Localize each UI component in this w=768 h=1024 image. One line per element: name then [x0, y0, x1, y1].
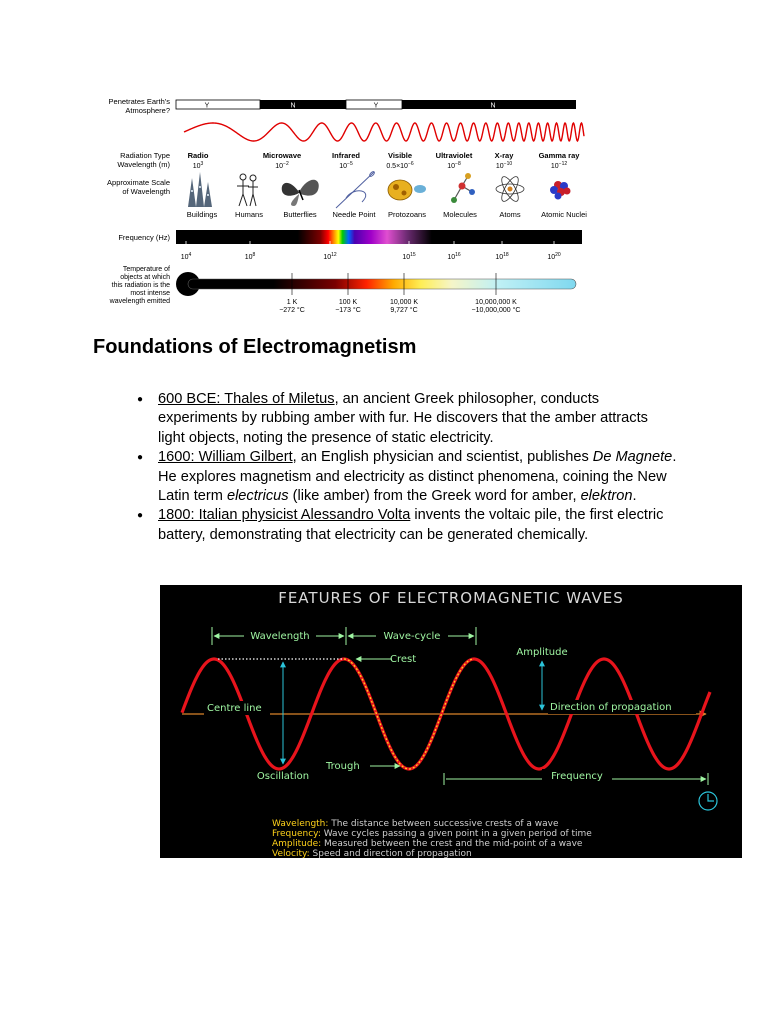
temperature-values — [279, 299, 520, 314]
list-item — [137, 390, 677, 448]
svg-text:10−8: $10^{-8}$ — [447, 161, 461, 170]
svg-text:N: N — [290, 102, 296, 110]
crest-label: Crest — [390, 654, 417, 665]
svg-text:104: $10^4$ — [180, 252, 192, 261]
legend-wavelength: Wavelength: The distance between successive crests of a wave — [272, 819, 559, 829]
legend-amplitude: Amplitude: Measured between the crest and the mid-point of a wave — [272, 839, 583, 849]
radiation-type-xray — [495, 151, 515, 170]
svg-text:9,727 °C: 9,727 °C — [390, 307, 418, 314]
svg-text:0.5×10−6: $0.5\times 10^{-6}$ — [386, 161, 414, 170]
butterfly-icon — [282, 180, 319, 206]
wavelength-label: Wavelength (m) — [117, 160, 170, 169]
volta-link[interactable]: 1800: Italian physicist Alessandro Volta — [158, 507, 411, 524]
buildings-icon — [188, 172, 212, 207]
svg-text:Infrared: Infrared — [332, 151, 360, 160]
list-item-text: . He explores magnetism and electricity as distinct phenomena, coining the New Latin term — [158, 449, 677, 505]
temperature-bar — [176, 272, 576, 296]
thales-link[interactable]: 600 BCE: Thales of Miletus — [158, 391, 335, 407]
svg-text:1020: $10^{20}$ — [547, 252, 561, 261]
list-item-text: invents the voltaic pile, the first electric battery, demonstrating that electricity can be generated chemically. — [158, 507, 664, 543]
latin-term: electricus — [226, 488, 289, 505]
legend-frequency: Frequency: Wave cycles passing a given point in a given period of time — [272, 829, 592, 839]
trough-label: Trough — [326, 761, 360, 772]
scale-item-labels — [187, 210, 587, 219]
radiation-type-ultraviolet — [436, 151, 473, 170]
svg-text:−173 °C: −173 °C — [335, 307, 361, 314]
list-item — [137, 448, 677, 506]
svg-text:Y: Y — [204, 102, 210, 110]
svg-text:10−2: $10^{-2}$ — [275, 161, 289, 170]
temperature-label — [109, 266, 170, 305]
figure-background — [160, 585, 742, 858]
svg-text:108: $10^8$ — [244, 252, 256, 261]
frequency-bar — [176, 230, 582, 244]
wavelength-wave — [184, 123, 584, 141]
svg-text:Protozoans: Protozoans — [388, 210, 426, 219]
svg-text:Radio: Radio — [187, 151, 209, 160]
svg-text:1016: $10^{16}$ — [447, 252, 461, 261]
list-item — [137, 506, 677, 545]
svg-text:Y: Y — [373, 102, 379, 110]
svg-text:wavelength emitted: wavelength emitted — [109, 298, 170, 305]
list-item-text: . — [632, 488, 637, 505]
svg-text:Molecules: Molecules — [443, 210, 477, 219]
svg-text:1018: $10^{18}$ — [495, 252, 509, 261]
protozoans-icon — [388, 180, 426, 200]
svg-text:Microwave: Microwave — [262, 151, 302, 160]
atmosphere-label: Penetrates Earth's — [108, 97, 170, 106]
frequency-label: Frequency (Hz) — [118, 233, 170, 242]
atmosphere-label: Atmosphere? — [125, 106, 170, 115]
list-item-text: , an English physician and scientist, publishes — [292, 449, 593, 466]
greek-term: elektron — [580, 488, 633, 505]
svg-text:10−10: $10^{-10}$ — [495, 161, 513, 170]
svg-text:Temperature of: Temperature of — [122, 266, 170, 273]
svg-text:objects at which: objects at which — [120, 274, 170, 281]
timeline-list — [137, 390, 677, 545]
humans-icon — [237, 174, 258, 206]
list-item-text: , an ancient Greek philosopher, conducts experiments by rubbing amber with fur. He discovers that the amber attracts light objects, noting the presence of static electricity. — [158, 391, 648, 446]
radiation-type-visible — [386, 151, 414, 170]
svg-text:Ultraviolet: Ultraviolet — [435, 151, 473, 160]
svg-text:Atomic Nuclei: Atomic Nuclei — [541, 210, 587, 219]
spectrum-figure — [84, 90, 604, 320]
svg-text:1 K: 1 K — [286, 299, 298, 306]
svg-text:−272 °C: −272 °C — [279, 307, 305, 314]
oscillation-label: Oscillation — [256, 771, 310, 782]
wave-cycle-label: Wave-cycle — [383, 631, 441, 642]
svg-text:Buildings: Buildings — [186, 210, 218, 219]
needle-point-icon — [336, 171, 375, 208]
svg-text:X-ray: X-ray — [494, 151, 514, 160]
radiation-type-label: Radiation Type — [120, 151, 170, 160]
svg-text:10−5: $10^{-5}$ — [339, 161, 353, 170]
svg-text:Humans: Humans — [235, 210, 263, 219]
gilbert-link[interactable]: 1600: William Gilbert — [158, 449, 293, 466]
svg-text:Gamma ray: Gamma ray — [538, 151, 580, 160]
wavelength-label: Wavelength — [250, 631, 310, 642]
scale-label: Approximate Scale — [107, 178, 170, 187]
amplitude-label: Amplitude — [516, 647, 568, 658]
book-title: De Magnete — [592, 449, 673, 466]
svg-text:103: $10^3$ — [192, 161, 204, 170]
radiation-type-infrared — [332, 151, 360, 170]
atmosphere-bar — [176, 100, 576, 110]
svg-text:Needle Point: Needle Point — [332, 210, 376, 219]
svg-text:N: N — [490, 102, 496, 110]
list-item-text: (like amber) from the Greek word for amber, — [288, 488, 581, 505]
legend-velocity: Velocity: Speed and direction of propagation — [272, 849, 472, 858]
svg-text:this radiation is the: this radiation is the — [111, 282, 170, 289]
frequency-label: Frequency — [551, 771, 603, 782]
svg-text:1012: $10^{12}$ — [323, 252, 337, 261]
atomic-nucleus-icon — [550, 181, 571, 200]
svg-text:10,000 K: 10,000 K — [389, 299, 419, 306]
wave-features-figure — [160, 585, 742, 858]
frequency-tick-labels — [181, 252, 561, 261]
svg-text:100 K: 100 K — [338, 299, 358, 306]
figure-title: FEATURES OF ELECTROMAGNETIC WAVES — [278, 589, 624, 607]
svg-text:most intense: most intense — [130, 290, 170, 297]
section-heading: Foundations of Electromagnetism — [93, 336, 417, 358]
svg-text:Butterflies: Butterflies — [283, 210, 317, 219]
scale-label: of Wavelength — [122, 187, 170, 196]
molecules-icon — [451, 173, 475, 203]
svg-text:10−12: $10^{-12}$ — [550, 161, 568, 170]
svg-text:Atoms: Atoms — [499, 210, 521, 219]
svg-text:10,000,000 K: 10,000,000 K — [475, 299, 517, 306]
svg-text:1015: $10^{15}$ — [402, 252, 416, 261]
radiation-type-gamma — [539, 151, 581, 170]
radiation-type-radio — [188, 151, 209, 170]
svg-text:Visible: Visible — [387, 151, 413, 160]
atom-icon — [496, 174, 524, 203]
centre-line-label: Centre line — [207, 703, 262, 714]
svg-text:−10,000,000 °C: −10,000,000 °C — [471, 307, 521, 314]
radiation-type-microwave — [263, 151, 301, 170]
direction-label: Direction of propagation — [550, 702, 672, 713]
